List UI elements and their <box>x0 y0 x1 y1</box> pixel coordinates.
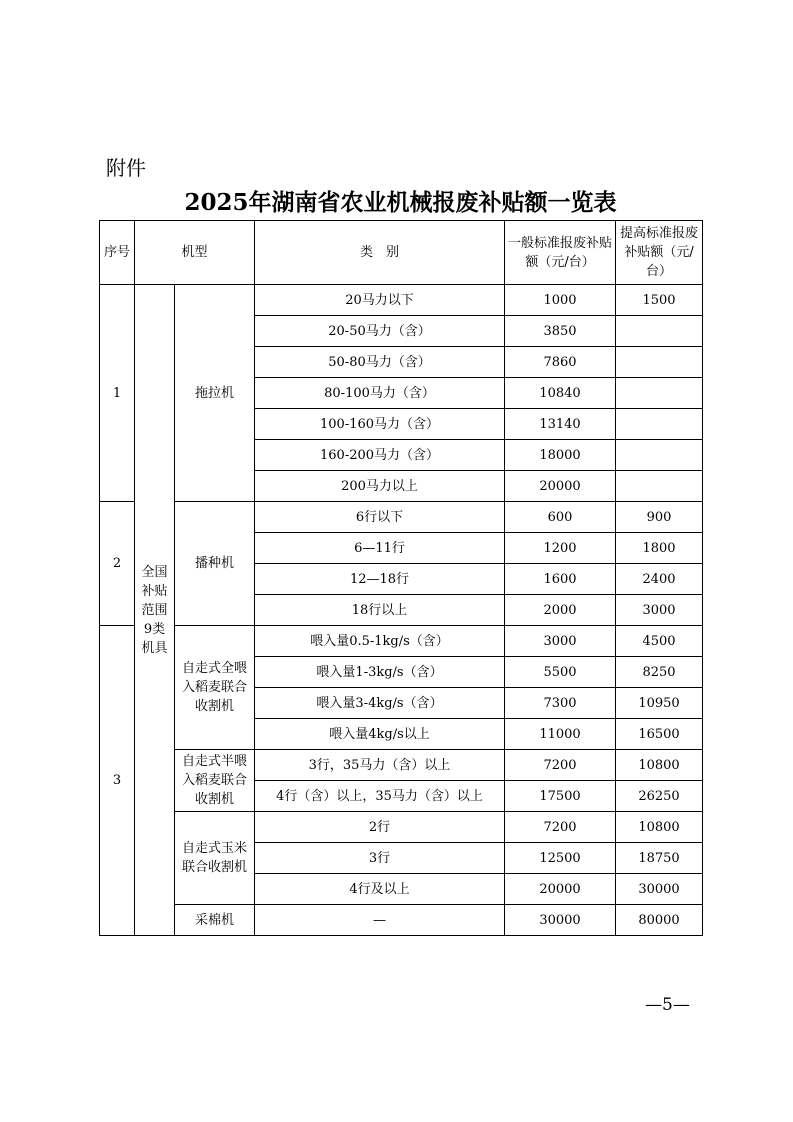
category-cell: 80-100马力（含） <box>255 378 505 409</box>
table-row <box>100 502 703 533</box>
table-row <box>100 750 703 781</box>
table-row <box>100 812 703 843</box>
general-amount-cell: 18000 <box>505 440 616 471</box>
raised-amount-cell: 10800 <box>616 812 703 843</box>
page-number: —5— <box>645 995 690 1015</box>
machine-type-cell: 采棉机 <box>175 905 255 936</box>
header-category: 类 别 <box>255 221 505 285</box>
raised-amount-cell: 80000 <box>616 905 703 936</box>
table-row <box>100 626 703 657</box>
header-row <box>100 221 703 285</box>
general-amount-cell: 3850 <box>505 316 616 347</box>
raised-amount-cell: 1800 <box>616 533 703 564</box>
seq-cell: 3 <box>100 626 135 936</box>
table-row <box>100 905 703 936</box>
raised-amount-cell: 4500 <box>616 626 703 657</box>
general-amount-cell: 600 <box>505 502 616 533</box>
raised-amount-cell: 900 <box>616 502 703 533</box>
category-cell: 4行及以上 <box>255 874 505 905</box>
category-cell: — <box>255 905 505 936</box>
machine-type-cell: 自走式玉米联合收割机 <box>175 812 255 905</box>
general-amount-cell: 11000 <box>505 719 616 750</box>
machine-type-cell: 自走式全喂入稻麦联合收割机 <box>175 626 255 750</box>
table-row <box>100 285 703 316</box>
header-raised: 提高标准报废补贴额（元/台） <box>616 221 703 285</box>
category-cell: 50-80马力（含） <box>255 347 505 378</box>
category-cell: 喂入量4kg/s以上 <box>255 719 505 750</box>
category-cell: 160-200马力（含） <box>255 440 505 471</box>
general-amount-cell: 1600 <box>505 564 616 595</box>
raised-amount-cell: 8250 <box>616 657 703 688</box>
header-general: 一般标准报废补贴额（元/台） <box>505 221 616 285</box>
raised-amount-cell <box>616 378 703 409</box>
general-amount-cell: 20000 <box>505 874 616 905</box>
attachment-label: 附件 <box>106 156 146 180</box>
raised-amount-cell: 2400 <box>616 564 703 595</box>
category-cell: 喂入量1-3kg/s（含） <box>255 657 505 688</box>
general-amount-cell: 2000 <box>505 595 616 626</box>
raised-amount-cell: 16500 <box>616 719 703 750</box>
category-cell: 100-160马力（含） <box>255 409 505 440</box>
general-amount-cell: 17500 <box>505 781 616 812</box>
general-amount-cell: 12500 <box>505 843 616 874</box>
header-seq: 序号 <box>100 221 135 285</box>
raised-amount-cell <box>616 347 703 378</box>
general-amount-cell: 20000 <box>505 471 616 502</box>
category-cell: 3行，35马力（含）以上 <box>255 750 505 781</box>
category-cell: 20马力以下 <box>255 285 505 316</box>
raised-amount-cell <box>616 471 703 502</box>
general-amount-cell: 7860 <box>505 347 616 378</box>
category-cell: 20-50马力（含） <box>255 316 505 347</box>
general-amount-cell: 5500 <box>505 657 616 688</box>
seq-cell: 1 <box>100 285 135 502</box>
machine-type-cell: 自走式半喂入稻麦联合收割机 <box>175 750 255 812</box>
raised-amount-cell: 30000 <box>616 874 703 905</box>
raised-amount-cell <box>616 440 703 471</box>
raised-amount-cell: 10950 <box>616 688 703 719</box>
category-cell: 18行以上 <box>255 595 505 626</box>
raised-amount-cell <box>616 316 703 347</box>
category-cell: 喂入量3-4kg/s（含） <box>255 688 505 719</box>
machine-type-cell: 播种机 <box>175 502 255 626</box>
page-title: 2025年湖南省农业机械报废补贴额一览表 <box>184 189 617 216</box>
general-amount-cell: 1200 <box>505 533 616 564</box>
subsidy-table <box>99 220 703 936</box>
category-cell: 6—11行 <box>255 533 505 564</box>
category-cell: 200马力以上 <box>255 471 505 502</box>
general-amount-cell: 13140 <box>505 409 616 440</box>
general-amount-cell: 10840 <box>505 378 616 409</box>
category-cell: 2行 <box>255 812 505 843</box>
category-cell: 4行（含）以上，35马力（含）以上 <box>255 781 505 812</box>
raised-amount-cell: 18750 <box>616 843 703 874</box>
general-amount-cell: 3000 <box>505 626 616 657</box>
category-cell: 喂入量0.5-1kg/s（含） <box>255 626 505 657</box>
category-cell: 3行 <box>255 843 505 874</box>
raised-amount-cell <box>616 409 703 440</box>
raised-amount-cell: 10800 <box>616 750 703 781</box>
category-cell: 6行以下 <box>255 502 505 533</box>
general-amount-cell: 7300 <box>505 688 616 719</box>
header-type: 机型 <box>135 221 255 285</box>
general-amount-cell: 30000 <box>505 905 616 936</box>
general-amount-cell: 7200 <box>505 812 616 843</box>
raised-amount-cell: 1500 <box>616 285 703 316</box>
machine-type-cell: 拖拉机 <box>175 285 255 502</box>
seq-cell: 2 <box>100 502 135 626</box>
group-note-cell: 全国补贴范围9类机具 <box>135 285 175 936</box>
category-cell: 12—18行 <box>255 564 505 595</box>
raised-amount-cell: 26250 <box>616 781 703 812</box>
general-amount-cell: 7200 <box>505 750 616 781</box>
raised-amount-cell: 3000 <box>616 595 703 626</box>
general-amount-cell: 1000 <box>505 285 616 316</box>
